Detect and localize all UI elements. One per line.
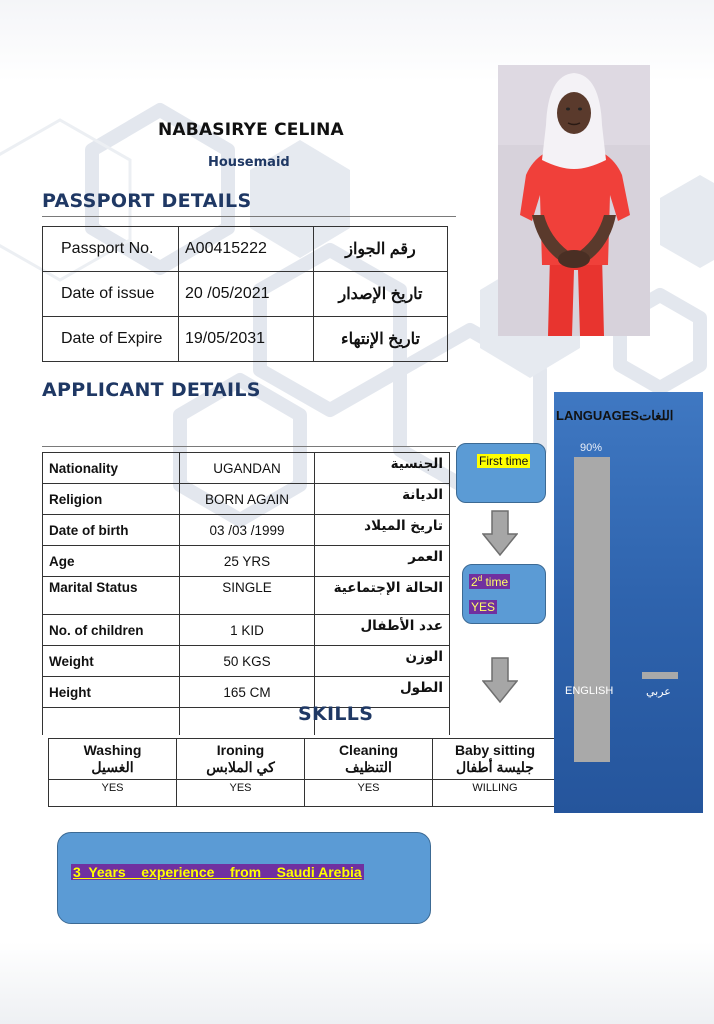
applicant-heading-rule [42, 446, 456, 447]
english-percent-label: 90% [580, 442, 603, 454]
passport-label-arabic: تاريخ الإنتهاء [314, 317, 448, 362]
table-row [43, 272, 448, 317]
english-label: ENGLISH [565, 685, 614, 697]
table-row [43, 546, 450, 577]
table-row [43, 615, 450, 646]
applicant-label-arabic: الوزن [315, 646, 450, 677]
applicant-label: Marital Status [43, 577, 180, 615]
skills-table [48, 738, 558, 807]
table-row [43, 484, 450, 515]
applicant-label: Date of birth [43, 515, 180, 546]
applicant-value: 50 KGS [180, 646, 315, 677]
applicant-label: Height [43, 677, 180, 708]
applicant-label: No. of children [43, 615, 180, 646]
applicant-value: 25 YRS [180, 546, 315, 577]
skill-header [433, 739, 558, 780]
applicant-value: 03 /03 /1999 [180, 515, 315, 546]
skill-name: Baby sitting [454, 742, 536, 758]
arabic-label: عربي [646, 686, 671, 698]
skill-header [177, 739, 305, 780]
arabic-level-bar [642, 672, 678, 679]
applicant-value: UGANDAN [180, 453, 315, 484]
skills-value-row [49, 780, 558, 807]
passport-label: Date of Expire [43, 317, 179, 362]
skill-name-arabic: التنظيف [345, 759, 392, 775]
skill-name: Ironing [216, 742, 265, 758]
passport-label-arabic: رقم الجواز [314, 227, 448, 272]
passport-table [42, 226, 448, 362]
skill-header [49, 739, 177, 780]
passport-details-heading: PASSPORT DETAILS [42, 190, 252, 212]
first-time-bubble [456, 443, 546, 503]
applicant-value: 165 CM [180, 677, 315, 708]
applicant-table [42, 452, 450, 735]
second-time-answer: YES [471, 600, 496, 614]
table-row [43, 515, 450, 546]
arrow-down-icon [482, 510, 518, 556]
applicant-role: Housemaid [208, 155, 290, 170]
applicant-label: Religion [43, 484, 180, 515]
table-row [43, 677, 450, 708]
skills-heading: SKILLS [298, 703, 374, 725]
table-row [43, 317, 448, 362]
applicant-label: Weight [43, 646, 180, 677]
applicant-value: 1 KID [180, 615, 315, 646]
skills-header-row [49, 739, 558, 780]
languages-title [556, 408, 673, 424]
applicant-label-arabic: الديانة [315, 484, 450, 515]
skill-name-arabic: كي الملابس [206, 759, 275, 775]
first-time-label: First time [479, 454, 529, 468]
applicant-details-heading: APPLICANT DETAILS [42, 379, 261, 401]
languages-title-ar: اللغات [639, 408, 674, 423]
skill-name: Washing [83, 742, 142, 758]
applicant-value: SINGLE [180, 577, 315, 615]
passport-value: A00415222 [179, 227, 314, 272]
passport-value: 19/05/2031 [179, 317, 314, 362]
table-row [43, 227, 448, 272]
applicant-name: NABASIRYE CELINA [158, 120, 344, 140]
applicant-label: Age [43, 546, 180, 577]
table-row [43, 453, 450, 484]
skill-name-arabic: الغسيل [91, 759, 134, 775]
skill-name-arabic: جليسة أطفال [456, 759, 534, 775]
skill-value: YES [177, 780, 305, 807]
passport-value: 20 /05/2021 [179, 272, 314, 317]
languages-title-en: LANGUAGES [556, 408, 640, 423]
applicant-photo [498, 65, 650, 336]
skill-name: Cleaning [338, 742, 399, 758]
second-time-word: time [482, 575, 509, 589]
passport-label: Passport No. [43, 227, 179, 272]
skill-value: YES [305, 780, 433, 807]
table-row [43, 646, 450, 677]
person-illustration [498, 65, 650, 336]
passport-label: Date of issue [43, 272, 179, 317]
table-row-cut [43, 708, 450, 736]
passport-label-arabic: تاريخ الإصدار [314, 272, 448, 317]
second-time-number: 2 [471, 575, 478, 589]
experience-text: 3 Years experience from Saudi Arebia [73, 864, 362, 880]
applicant-label-arabic: الجنسية [315, 453, 450, 484]
passport-heading-underline [42, 216, 456, 217]
second-time-superscript: d [477, 574, 483, 583]
table-row [43, 577, 450, 615]
skill-value: WILLING [433, 780, 558, 807]
english-level-bar [574, 457, 610, 762]
second-time-label [469, 574, 510, 589]
applicant-label-arabic: تاريخ الميلاد [315, 515, 450, 546]
applicant-label-arabic: عدد الأطفال [315, 615, 450, 646]
applicant-value: BORN AGAIN [180, 484, 315, 515]
skill-value: YES [49, 780, 177, 807]
arrow-down-icon [482, 657, 518, 703]
applicant-label: Nationality [43, 453, 180, 484]
applicant-label-arabic: الطول [315, 677, 450, 708]
skill-header [305, 739, 433, 780]
second-time-bubble [462, 564, 546, 624]
applicant-label-arabic: العمر [315, 546, 450, 577]
applicant-label-arabic: الحالة الإجتماعية [315, 577, 450, 615]
